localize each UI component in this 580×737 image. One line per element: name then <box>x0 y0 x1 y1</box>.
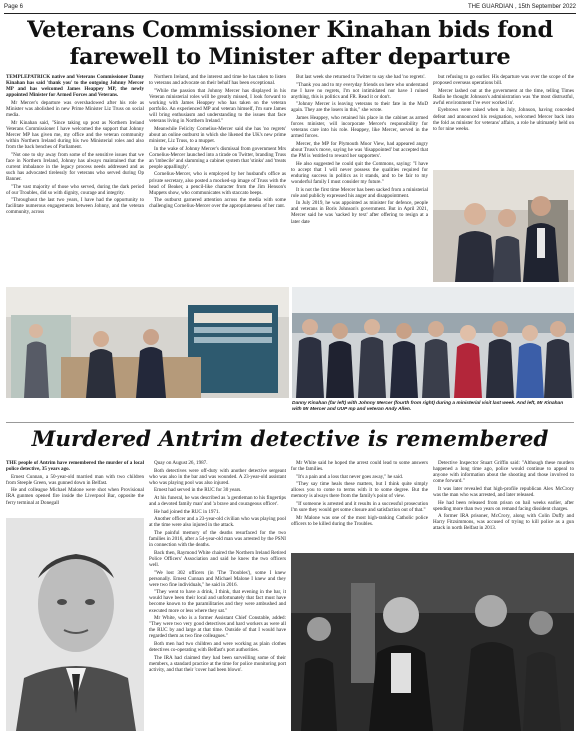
story2-paragraph: Mr White, who is a former Assistant Chief Constable, added: "They were two very good detectives and hard workers as were all the RUC by and large at that time. Outside of that I would have regarded them as two fine colleagues." <box>149 615 286 640</box>
story2-paragraph: "We lost 302 officers (in 'The Troubles'), some I knew personally. Ernest Cunnan and Michael Malone I knew and they were two fine individuals," he said in 2016. <box>149 569 286 588</box>
story1-column-2 <box>149 74 286 282</box>
story1-headline: Veterans Commissioner Kinahan bids fond farewell to Minister after departure <box>27 17 553 70</box>
story1-paragraph: Mr Kinahan said, "Since taking up post as Northern Ireland Veterans Commissioner I have welcomed the support that Johnny Mercer MP has given me, my office and the veteran community within Northern Ireland during his two Ministerial roles and also from the back benches of Parliament. <box>6 119 144 151</box>
story1-paragraph: Mercer, the MP for Plymouth Moor View, had appeared angry about Truss's move, saying he was 'disappointed' but accepted that the PM is 'entitled to reward her supporters'. <box>291 140 428 160</box>
story1-paragraph: "Johnny Mercer is leaving veterans to their fate in the MoD again. They are the losers in this," she wrote. <box>291 101 428 114</box>
story2-paragraph: Quay on August 26, 1987. <box>154 460 208 466</box>
story1-paragraph: Meanwhile Felicity Cornelius-Mercer said she has 'no regrets' about an online outburst in which she likened the UK's new prime minister, Liz Truss, to a muppet. <box>149 125 286 144</box>
archive-bw-photo <box>291 553 574 731</box>
story1-paragraph: But last week she returned to Twitter to say she had 'no regrets'. <box>296 74 426 80</box>
story2-paragraph: He had been released from prison on bail weeks earlier, after spending more than two years on remand facing dissident charges. <box>433 499 574 512</box>
story1-paragraph: He also suggested he could quit the Commons, saying: "I have to accept that I will never possess the qualities required for enduring success in politics as it stands, and to be fair to my wonderful family I must consider my future." <box>291 160 428 185</box>
story1-paragraph: but refusing to go earlier. His departure was over the scope of the proposed overseas operations bill. <box>433 74 574 87</box>
story1-paragraph: It is not the first time Mercer has been sacked from a ministerial role and publicly expressed his anger and disappointment. <box>291 186 428 199</box>
story2-headline: Murdered Antrim detective is remembered <box>31 427 549 452</box>
page-header <box>4 3 576 14</box>
story2-paragraph: He had joined the RUC in 1971. <box>154 508 220 515</box>
story2-column-2 <box>149 460 286 731</box>
story1-column-1 <box>6 74 144 282</box>
story2-paragraph: Both men had two children and were working as plain clothes detectives co-operating with Belfast's port authorities. <box>149 641 286 654</box>
story1-paragraph: "Throughout the last two years, I have had the opportunity to facilitate numerous engagements between Johnny, and the veteran community, across <box>6 197 144 216</box>
story2-column-4 <box>433 460 574 548</box>
story2-paragraph: A former IRA prisoner, McCrory, along with Colin Duffy and Harry Fitzsimmons, was accused of trying to kill police as a gun attack in north Belfast in 2013. <box>433 513 574 532</box>
story2-paragraph: "They went to have a drink, I think, that evening in the bar, it would have been their local and unfortunately that fact must have become known to the paramilitaries and they were ambushed and executed more or less where they sat." <box>149 589 286 614</box>
story1-paragraph: "While the passion that Johnny Mercer has displayed in his Veteran ministerial roles will be greatly missed, I look forward to working with James Heappey who has taken on the veteran portfolio. An experienced MP and veteran himself, I'm sure James will bring enthusiasm and understanding to the issues that face veterans living in Northern Ireland." <box>149 87 286 125</box>
visit-photo-right <box>292 287 574 398</box>
masthead: THE GUARDIAN , 15th September 2022 <box>467 4 576 10</box>
story2-paragraph: Mr White said he hoped the arrest could lead to some answers for the families. <box>291 460 428 473</box>
visit-photo-left <box>6 287 289 398</box>
kinahan-portrait-photo <box>433 170 574 282</box>
story2-column-1 <box>6 460 144 514</box>
kinahan-portrait-photo-image <box>433 170 574 282</box>
visit-photo-left-image <box>6 287 289 398</box>
story1-paragraph: Mr Mercer's departure was overshadowed after his role as Minister was abolished in new Prime Minister Liz Truss on social media. <box>6 99 144 119</box>
story2-paragraph: He and colleague Michael Malone were shot when Provisional IRA gunmen opened fire inside the Liverpool Bar, opposite the ferry terminal at Donegall <box>6 487 144 506</box>
story1-paragraph: "The vast majority of those who served, during the dark period of our Troubles, did so with dignity, courage and integrity. <box>6 183 144 196</box>
story2-paragraph: "It's a pain and a loss that never goes away," he said. <box>296 473 404 480</box>
visit-photo-right-image <box>292 287 574 398</box>
story2-paragraph: Ernest Cunnan, a 50-year-old married man with two children from Steeple Green, was gunned down in Belfast. <box>6 473 144 486</box>
story1-paragraph: Mercer lashed out at the government at the time, telling Times Radio he thought Johnson's administration was 'the most distrustful, awful environment I've ever worked in'. <box>433 87 574 106</box>
story2-paragraph: "They say time heals these matters, but I think quite simply allows you to come to terms with it to some degree. But the memory is always there from the family's point of view. <box>291 481 428 500</box>
page-number: Page 6 <box>4 4 24 10</box>
story2-paragraph: The painful memory of the deaths resurfaced for the two families in 2016, after a 54-year-old man was arrested by the PSNI in connection with the deaths. <box>149 529 286 549</box>
story1-paragraph: "Thank you and to my everyday friends on here who understand me I have no regrets, I'm not intimidated nor have I ruined anything, this is politics and FR. Read it or don't. <box>291 81 428 100</box>
story1-column-3 <box>291 74 428 282</box>
story-divider <box>6 422 574 423</box>
story1-paragraph: In the wake of Johnny Mercer's dismissal from government Mrs Cornelius-Mercer launched into a tirade on Twitter, branding Truss an 'imbecile' and slamming a cabinet system that 'stinks' and 'treats people appallingly'. <box>149 145 286 170</box>
story2-paragraph: It was later revealed that high-profile republican Alex McCrory was the man who was arrested, and later released. <box>433 485 574 498</box>
story1-paragraph: TEMPLEPATRICK native and Veterans Commissioner Danny Kinahan has said 'thank you' to the outgoing Johnny Mercer MP and has welcomed James Heappey MP, the newly appointed Minister for Armed Forces and Veterans. <box>6 74 144 99</box>
story1-paragraph: James Heappey, who retained his place in the cabinet as armed forces minister, will incorporate Mercer's responsibility for veterans care into his role. Heappey, like Mercer, served in the armed forces. <box>291 115 428 140</box>
story2-paragraph: Ernest had served in the RUC for 30 years. <box>154 487 242 494</box>
story2-paragraph: Detective Inspector Stuart Griffin said: "Although these murders happened a long time ago, police would continue to appeal to anyone with information about the shooting and those involved to come forward." <box>433 460 574 485</box>
story2-paragraph: Another officer and a 23-year-old civilian who was playing pool at the time were also injured in the attack. <box>149 516 286 529</box>
detective-portrait-photo <box>6 518 144 731</box>
story1-paragraph: "Not one to shy away from some of the sensitive issues that we face in Northern Ireland, Johnny has always maintained that the current imbalance in the legacy process needs addressed and as such has advocated tirelessly for veterans who served during Op Banner. <box>6 151 144 182</box>
story1-column-4 <box>433 74 574 166</box>
story2-column-3 <box>291 460 428 548</box>
story1-paragraph: Cornelius-Mercer, who is employed by her husband's office as private secretary, also posted a mocked-up image of Truss with the head of Beaker, a pencil-like character from the Jim Henson's Muppets show, who communicates with staccato beeps. <box>149 171 286 196</box>
archive-bw-photo-image <box>291 553 574 731</box>
group-photo-caption: Danny Kinahan (far left) with Johnny Mercer (fourth from right) during a ministerial visit last week. And left, Mr Kinahan with Mr Mercer and UUP mp and veteran Andy Allen. <box>292 401 564 412</box>
story1-paragraph: In July 2019, he was appointed as minister for defence, people and veterans in Boris Johnson's government. But in April 2021, Mercer said he was 'sacked by text' after offering to resign at a later date <box>291 200 428 225</box>
story2-paragraph: The IRA had claimed they had been surveilling some of their members, a standard practice at the time for police monitoring port activity, and that their 'cover had been blown'. <box>149 654 286 673</box>
story2-paragraph: "If someone is arrested and it results in a successful prosecution I'm sure they would get some closure and satisfaction out of that." <box>291 501 428 514</box>
story1-paragraph: Northern Ireland, and the interest and time he has taken to listen to veterans and advocate on their behalf has been exceptional. <box>149 74 286 87</box>
story1-paragraph: Eyebrows were raised when in July, Johnson, having conceded defeat and announced his resignation, welcomed Mercer back into the fold as minister for veterans' affairs, a role he ultimately held on to for nine weeks. <box>433 107 574 132</box>
story2-paragraph: Back then, Raymond White chaired the Northern Ireland Retired Police Officers' Association and said he knew the two officers well. <box>149 549 286 568</box>
story2-paragraph: At his funeral, he was described as 'a gentleman to his fingertips and a devoted family man' and 'a brave and courageous officer'. <box>149 494 286 508</box>
story1-paragraph: The outburst garnered attention across the media with some challenging Cornelius-Mercer over the appropriateness of her rant. <box>149 197 286 210</box>
story2-paragraph: Both detectives were off-duty with another detective sergeant who was also in the bar and was wounded. A 23-year-old assistant who was playing pool was also injured. <box>149 467 286 486</box>
story2-paragraph: Mr Malone was one of the most high-ranking Catholic police officers to be killed during the Troubles. <box>291 514 428 527</box>
detective-portrait-photo-image <box>6 518 144 731</box>
story2-paragraph: THE people of Antrim have remembered the murder of a local police detective, 35 years ago. <box>6 460 144 473</box>
